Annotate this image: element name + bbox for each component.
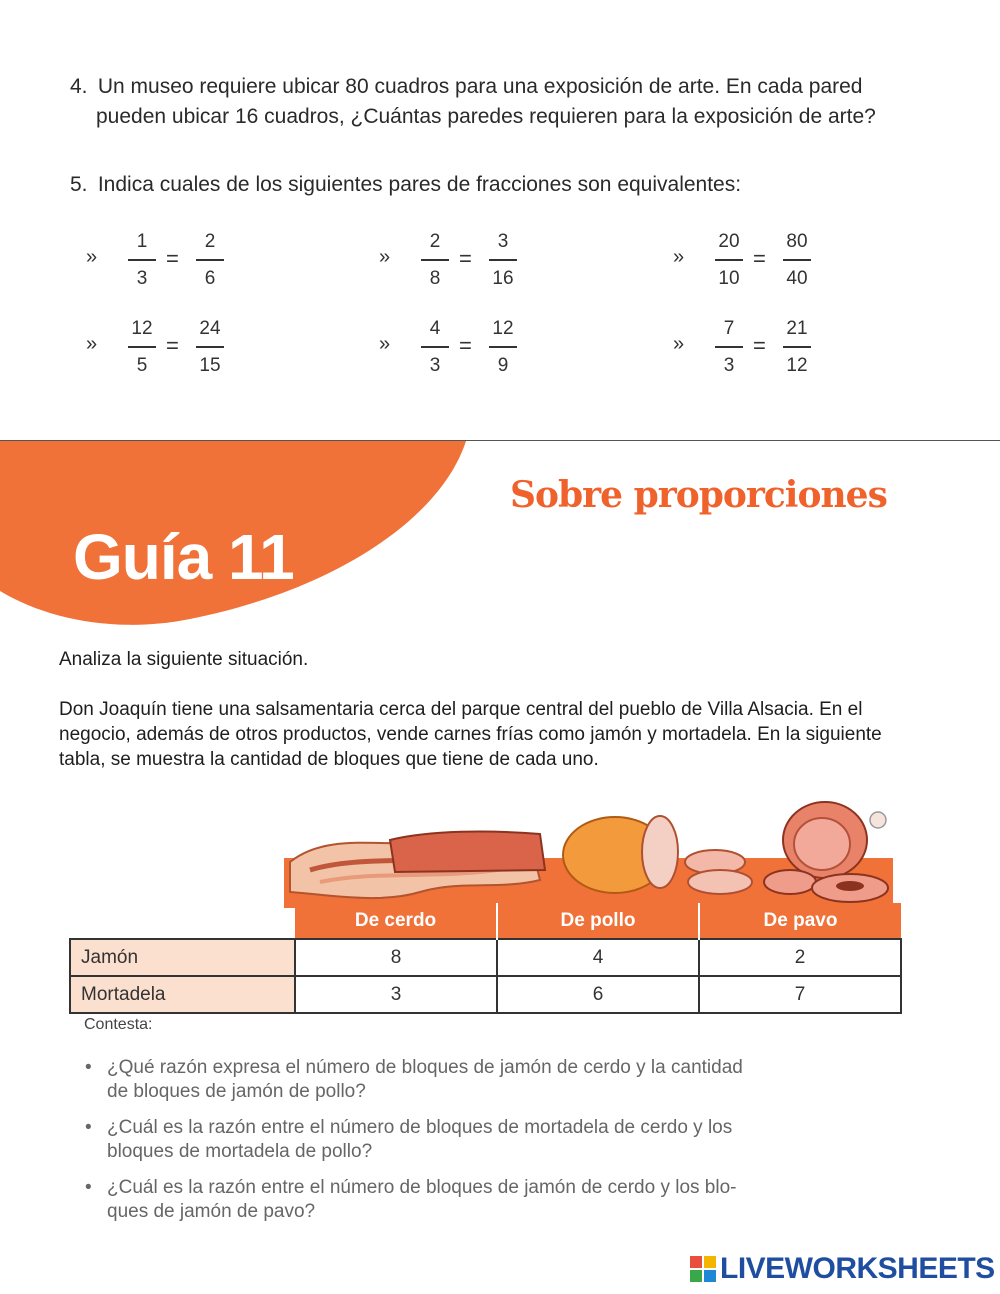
numerator: 1 (136, 231, 148, 252)
question-5 (70, 170, 741, 200)
numerator: 12 (492, 318, 514, 339)
denominator: 9 (497, 355, 509, 376)
fraction-left (417, 317, 453, 378)
numerator: 21 (786, 318, 808, 339)
question-4-line-2: pueden ubicar 16 cuadros, ¿Cuántas paredes requieren para la exposición de arte? (96, 105, 876, 128)
table-row (70, 976, 901, 1013)
bullet: • (85, 1057, 92, 1078)
table-cell: 3 (295, 976, 497, 1013)
intro-line: Don Joaquín tiene una salsamentaria cerca del parque central del pueblo de Villa Alsacia. En el (59, 699, 863, 720)
denominator: 5 (136, 355, 148, 376)
fraction-pair (379, 317, 539, 381)
denominator: 8 (429, 268, 441, 289)
intro-paragraph (59, 697, 939, 772)
numerator: 20 (718, 231, 740, 252)
question-line: ¿Cuál es la razón entre el número de bloques de jamón de cerdo y los blo- (107, 1177, 737, 1198)
logo-text: LIVEWORKSHEETS (720, 1252, 995, 1285)
table-cell: 8 (295, 939, 497, 976)
section-title: Sobre proporciones (510, 474, 887, 516)
fraction-pair (673, 317, 833, 381)
denominator: 10 (718, 268, 740, 289)
row-label: Jamón (70, 939, 295, 976)
fraction-right (485, 317, 521, 378)
column-header: De cerdo (295, 903, 497, 939)
bullet: • (85, 1177, 92, 1198)
numerator: 12 (131, 318, 153, 339)
denominator: 15 (199, 355, 221, 376)
numerator: 7 (723, 318, 735, 339)
numerator: 80 (786, 231, 808, 252)
denominator: 3 (136, 268, 148, 289)
fraction-pair (86, 317, 246, 381)
question-5-number: 5. (70, 173, 88, 196)
answer-label: Contesta: (84, 1016, 153, 1033)
question-4-number: 4. (70, 75, 88, 98)
equals-sign: = (459, 333, 472, 358)
equals-sign: = (166, 246, 179, 271)
fraction-pair (673, 230, 833, 294)
fraction-left (124, 317, 160, 378)
pair-marker: » (379, 246, 391, 268)
fraction-left (124, 230, 160, 291)
numerator: 3 (497, 231, 509, 252)
list-item (85, 1056, 825, 1104)
numerator: 2 (204, 231, 216, 252)
table-cell: 6 (497, 976, 699, 1013)
denominator: 6 (204, 268, 216, 289)
fraction-right (779, 317, 815, 378)
fraction-pair (86, 230, 246, 294)
question-list (85, 1056, 825, 1236)
denominator: 40 (786, 268, 808, 289)
fraction-right (485, 230, 521, 291)
pair-marker: » (673, 333, 685, 355)
fraction-right (779, 230, 815, 291)
question-line: ques de jamón de pavo? (107, 1201, 316, 1222)
cold-cuts-illustration (270, 800, 900, 910)
intro-instruction: Analiza la siguiente situación. (59, 649, 309, 670)
pair-marker: » (86, 333, 98, 355)
numerator: 2 (429, 231, 441, 252)
question-4-line-1: Un museo requiere ubicar 80 cuadros para una exposición de arte. En cada pared (97, 75, 863, 98)
liveworksheets-logo[interactable] (690, 1252, 995, 1286)
bullet: • (85, 1117, 92, 1138)
fraction-left (711, 230, 747, 291)
denominator: 16 (492, 268, 514, 289)
fraction-right (192, 317, 228, 378)
denominator: 3 (723, 355, 735, 376)
fraction-left (417, 230, 453, 291)
question-4 (70, 72, 876, 132)
denominator: 12 (786, 355, 808, 376)
table-header-row (70, 903, 901, 939)
question-line: de bloques de jamón de pollo? (107, 1081, 366, 1102)
equals-sign: = (753, 246, 766, 271)
pair-marker: » (379, 333, 391, 355)
list-item (85, 1116, 825, 1164)
fraction-left (711, 317, 747, 378)
table-row (70, 939, 901, 976)
row-label: Mortadela (70, 976, 295, 1013)
column-header: De pavo (699, 903, 901, 939)
numerator: 4 (429, 318, 441, 339)
cold-cuts-table (69, 903, 902, 1014)
fraction-pair (379, 230, 539, 294)
logo-mark-icon (690, 1256, 716, 1282)
denominator: 3 (429, 355, 441, 376)
question-line: ¿Qué razón expresa el número de bloques de jamón de cerdo y la cantidad (107, 1057, 743, 1078)
question-line: ¿Cuál es la razón entre el número de bloques de mortadela de cerdo y los (107, 1117, 733, 1138)
table-cell: 4 (497, 939, 699, 976)
intro-line: negocio, además de otros productos, vende carnes frías como jamón y mortadela. En la siguiente (59, 724, 882, 745)
fraction-right (192, 230, 228, 291)
intro-line: tabla, se muestra la cantidad de bloques que tiene de cada uno. (59, 749, 599, 770)
column-header: De pollo (497, 903, 699, 939)
equals-sign: = (753, 333, 766, 358)
list-item (85, 1176, 825, 1224)
guide-title: Guía 11 (73, 521, 294, 593)
equals-sign: = (166, 333, 179, 358)
table-cell: 7 (699, 976, 901, 1013)
question-5-text: Indica cuales de los siguientes pares de fracciones son equivalentes: (97, 173, 742, 196)
pair-marker: » (673, 246, 685, 268)
equals-sign: = (459, 246, 472, 271)
pair-marker: » (86, 246, 98, 268)
numerator: 24 (199, 318, 221, 339)
table-cell: 2 (699, 939, 901, 976)
question-line: bloques de mortadela de pollo? (107, 1141, 373, 1162)
